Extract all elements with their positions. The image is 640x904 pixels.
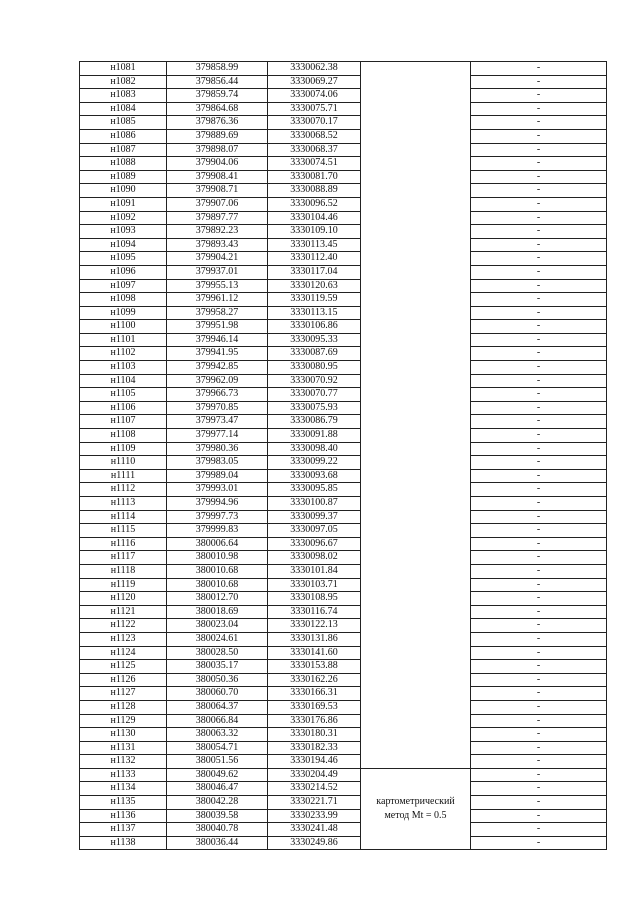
point-name-cell: н1125 bbox=[80, 660, 167, 674]
point-name-cell: н1093 bbox=[80, 225, 167, 239]
y-coordinate-cell: 3330088.89 bbox=[268, 184, 361, 198]
precision-cell: - bbox=[471, 836, 607, 850]
point-name-cell: н1098 bbox=[80, 293, 167, 307]
point-name-cell: н1123 bbox=[80, 632, 167, 646]
point-name-cell: н1095 bbox=[80, 252, 167, 266]
table-row bbox=[80, 374, 607, 388]
point-name-cell: н1102 bbox=[80, 347, 167, 361]
y-coordinate-cell: 3330087.69 bbox=[268, 347, 361, 361]
point-name-cell: н1138 bbox=[80, 836, 167, 850]
point-name-cell: н1113 bbox=[80, 497, 167, 511]
point-name-cell: н1083 bbox=[80, 89, 167, 103]
precision-cell: - bbox=[471, 75, 607, 89]
x-coordinate-cell: 379983.05 bbox=[167, 456, 268, 470]
x-coordinate-cell: 379973.47 bbox=[167, 415, 268, 429]
precision-cell: - bbox=[471, 116, 607, 130]
precision-cell: - bbox=[471, 170, 607, 184]
precision-cell: - bbox=[471, 361, 607, 375]
x-coordinate-cell: 379892.23 bbox=[167, 225, 268, 239]
precision-cell: - bbox=[471, 252, 607, 266]
table-row bbox=[80, 238, 607, 252]
point-name-cell: н1127 bbox=[80, 687, 167, 701]
table-row bbox=[80, 741, 607, 755]
x-coordinate-cell: 379908.41 bbox=[167, 170, 268, 184]
y-coordinate-cell: 3330075.93 bbox=[268, 401, 361, 415]
y-coordinate-cell: 3330204.49 bbox=[268, 768, 361, 782]
precision-cell: - bbox=[471, 456, 607, 470]
x-coordinate-cell: 379889.69 bbox=[167, 129, 268, 143]
x-coordinate-cell: 379955.13 bbox=[167, 279, 268, 293]
point-name-cell: н1108 bbox=[80, 429, 167, 443]
table-row bbox=[80, 632, 607, 646]
y-coordinate-cell: 3330106.86 bbox=[268, 320, 361, 334]
y-coordinate-cell: 3330120.63 bbox=[268, 279, 361, 293]
y-coordinate-cell: 3330116.74 bbox=[268, 605, 361, 619]
y-coordinate-cell: 3330249.86 bbox=[268, 836, 361, 850]
precision-cell: - bbox=[471, 483, 607, 497]
point-name-cell: н1121 bbox=[80, 605, 167, 619]
table-row bbox=[80, 197, 607, 211]
y-coordinate-cell: 3330074.51 bbox=[268, 157, 361, 171]
y-coordinate-cell: 3330091.88 bbox=[268, 429, 361, 443]
table-row bbox=[80, 102, 607, 116]
precision-cell: - bbox=[471, 184, 607, 198]
point-name-cell: н1094 bbox=[80, 238, 167, 252]
y-coordinate-cell: 3330162.26 bbox=[268, 673, 361, 687]
table-row bbox=[80, 836, 607, 850]
y-coordinate-cell: 3330214.52 bbox=[268, 782, 361, 796]
point-name-cell: н1081 bbox=[80, 62, 167, 76]
x-coordinate-cell: 380010.98 bbox=[167, 551, 268, 565]
y-coordinate-cell: 3330062.38 bbox=[268, 62, 361, 76]
precision-cell: - bbox=[471, 809, 607, 823]
y-coordinate-cell: 3330104.46 bbox=[268, 211, 361, 225]
method-label-line: картометрический bbox=[376, 796, 455, 808]
precision-cell: - bbox=[471, 578, 607, 592]
x-coordinate-cell: 379999.83 bbox=[167, 524, 268, 538]
table-row bbox=[80, 809, 607, 823]
table-row bbox=[80, 551, 607, 565]
point-name-cell: н1084 bbox=[80, 102, 167, 116]
precision-cell: - bbox=[471, 700, 607, 714]
method-cell bbox=[361, 768, 471, 850]
y-coordinate-cell: 3330103.71 bbox=[268, 578, 361, 592]
x-coordinate-cell: 380042.28 bbox=[167, 796, 268, 810]
y-coordinate-cell: 3330241.48 bbox=[268, 823, 361, 837]
table-row bbox=[80, 646, 607, 660]
table-row bbox=[80, 252, 607, 266]
precision-cell: - bbox=[471, 660, 607, 674]
y-coordinate-cell: 3330117.04 bbox=[268, 265, 361, 279]
point-name-cell: н1124 bbox=[80, 646, 167, 660]
x-coordinate-cell: 379966.73 bbox=[167, 388, 268, 402]
y-coordinate-cell: 3330182.33 bbox=[268, 741, 361, 755]
y-coordinate-cell: 3330180.31 bbox=[268, 728, 361, 742]
table-row bbox=[80, 469, 607, 483]
precision-cell: - bbox=[471, 823, 607, 837]
point-name-cell: н1130 bbox=[80, 728, 167, 742]
y-coordinate-cell: 3330096.67 bbox=[268, 537, 361, 551]
point-name-cell: н1090 bbox=[80, 184, 167, 198]
table-row bbox=[80, 578, 607, 592]
table-row bbox=[80, 755, 607, 769]
y-coordinate-cell: 3330070.17 bbox=[268, 116, 361, 130]
x-coordinate-cell: 379907.06 bbox=[167, 197, 268, 211]
precision-cell: - bbox=[471, 469, 607, 483]
point-name-cell: н1110 bbox=[80, 456, 167, 470]
y-coordinate-cell: 3330080.95 bbox=[268, 361, 361, 375]
point-name-cell: н1122 bbox=[80, 619, 167, 633]
coordinates-table-body bbox=[80, 62, 607, 850]
table-row bbox=[80, 497, 607, 511]
point-name-cell: н1082 bbox=[80, 75, 167, 89]
y-coordinate-cell: 3330101.84 bbox=[268, 564, 361, 578]
precision-cell: - bbox=[471, 673, 607, 687]
table-row bbox=[80, 823, 607, 837]
table-row bbox=[80, 361, 607, 375]
coordinates-table bbox=[79, 61, 607, 850]
precision-cell: - bbox=[471, 510, 607, 524]
y-coordinate-cell: 3330108.95 bbox=[268, 592, 361, 606]
table-row bbox=[80, 714, 607, 728]
y-coordinate-cell: 3330113.45 bbox=[268, 238, 361, 252]
point-name-cell: н1099 bbox=[80, 306, 167, 320]
table-row bbox=[80, 347, 607, 361]
point-name-cell: н1128 bbox=[80, 700, 167, 714]
precision-cell: - bbox=[471, 564, 607, 578]
point-name-cell: н1089 bbox=[80, 170, 167, 184]
x-coordinate-cell: 379904.06 bbox=[167, 157, 268, 171]
precision-cell: - bbox=[471, 293, 607, 307]
x-coordinate-cell: 379941.95 bbox=[167, 347, 268, 361]
y-coordinate-cell: 3330166.31 bbox=[268, 687, 361, 701]
x-coordinate-cell: 380010.68 bbox=[167, 578, 268, 592]
table-row bbox=[80, 592, 607, 606]
x-coordinate-cell: 380066.84 bbox=[167, 714, 268, 728]
x-coordinate-cell: 379858.99 bbox=[167, 62, 268, 76]
table-row bbox=[80, 728, 607, 742]
table-row bbox=[80, 401, 607, 415]
x-coordinate-cell: 380064.37 bbox=[167, 700, 268, 714]
precision-cell: - bbox=[471, 143, 607, 157]
x-coordinate-cell: 380006.64 bbox=[167, 537, 268, 551]
y-coordinate-cell: 3330169.53 bbox=[268, 700, 361, 714]
y-coordinate-cell: 3330075.71 bbox=[268, 102, 361, 116]
point-name-cell: н1104 bbox=[80, 374, 167, 388]
precision-cell: - bbox=[471, 265, 607, 279]
table-row bbox=[80, 143, 607, 157]
x-coordinate-cell: 379859.74 bbox=[167, 89, 268, 103]
x-coordinate-cell: 379962.09 bbox=[167, 374, 268, 388]
x-coordinate-cell: 380035.17 bbox=[167, 660, 268, 674]
x-coordinate-cell: 380024.61 bbox=[167, 632, 268, 646]
x-coordinate-cell: 380039.58 bbox=[167, 809, 268, 823]
precision-cell: - bbox=[471, 632, 607, 646]
table-row bbox=[80, 619, 607, 633]
y-coordinate-cell: 3330098.40 bbox=[268, 442, 361, 456]
x-coordinate-cell: 380051.56 bbox=[167, 755, 268, 769]
table-row bbox=[80, 796, 607, 810]
x-coordinate-cell: 380018.69 bbox=[167, 605, 268, 619]
precision-cell: - bbox=[471, 333, 607, 347]
y-coordinate-cell: 3330122.13 bbox=[268, 619, 361, 633]
x-coordinate-cell: 379961.12 bbox=[167, 293, 268, 307]
table-row bbox=[80, 510, 607, 524]
precision-cell: - bbox=[471, 646, 607, 660]
y-coordinate-cell: 3330119.59 bbox=[268, 293, 361, 307]
x-coordinate-cell: 379908.71 bbox=[167, 184, 268, 198]
table-row bbox=[80, 211, 607, 225]
x-coordinate-cell: 379993.01 bbox=[167, 483, 268, 497]
method-cell-empty bbox=[361, 62, 471, 769]
x-coordinate-cell: 379977.14 bbox=[167, 429, 268, 443]
y-coordinate-cell: 3330070.92 bbox=[268, 374, 361, 388]
y-coordinate-cell: 3330099.22 bbox=[268, 456, 361, 470]
precision-cell: - bbox=[471, 687, 607, 701]
point-name-cell: н1133 bbox=[80, 768, 167, 782]
x-coordinate-cell: 379876.36 bbox=[167, 116, 268, 130]
precision-cell: - bbox=[471, 306, 607, 320]
precision-cell: - bbox=[471, 796, 607, 810]
table-row bbox=[80, 442, 607, 456]
table-row bbox=[80, 415, 607, 429]
x-coordinate-cell: 380063.32 bbox=[167, 728, 268, 742]
precision-cell: - bbox=[471, 89, 607, 103]
precision-cell: - bbox=[471, 551, 607, 565]
precision-cell: - bbox=[471, 279, 607, 293]
table-row bbox=[80, 660, 607, 674]
point-name-cell: н1105 bbox=[80, 388, 167, 402]
x-coordinate-cell: 380060.70 bbox=[167, 687, 268, 701]
precision-cell: - bbox=[471, 442, 607, 456]
x-coordinate-cell: 379989.04 bbox=[167, 469, 268, 483]
point-name-cell: н1085 bbox=[80, 116, 167, 130]
table-row bbox=[80, 333, 607, 347]
point-name-cell: н1111 bbox=[80, 469, 167, 483]
point-name-cell: н1106 bbox=[80, 401, 167, 415]
point-name-cell: н1129 bbox=[80, 714, 167, 728]
x-coordinate-cell: 380010.68 bbox=[167, 564, 268, 578]
y-coordinate-cell: 3330069.27 bbox=[268, 75, 361, 89]
point-name-cell: н1088 bbox=[80, 157, 167, 171]
precision-cell: - bbox=[471, 62, 607, 76]
precision-cell: - bbox=[471, 768, 607, 782]
y-coordinate-cell: 3330070.77 bbox=[268, 388, 361, 402]
y-coordinate-cell: 3330113.15 bbox=[268, 306, 361, 320]
precision-cell: - bbox=[471, 374, 607, 388]
table-row bbox=[80, 564, 607, 578]
table-row bbox=[80, 429, 607, 443]
precision-cell: - bbox=[471, 605, 607, 619]
x-coordinate-cell: 379864.68 bbox=[167, 102, 268, 116]
point-name-cell: н1119 bbox=[80, 578, 167, 592]
precision-cell: - bbox=[471, 401, 607, 415]
point-name-cell: н1136 bbox=[80, 809, 167, 823]
point-name-cell: н1101 bbox=[80, 333, 167, 347]
point-name-cell: н1103 bbox=[80, 361, 167, 375]
x-coordinate-cell: 379904.21 bbox=[167, 252, 268, 266]
table-row bbox=[80, 89, 607, 103]
x-coordinate-cell: 379897.77 bbox=[167, 211, 268, 225]
y-coordinate-cell: 3330068.52 bbox=[268, 129, 361, 143]
y-coordinate-cell: 3330095.33 bbox=[268, 333, 361, 347]
precision-cell: - bbox=[471, 102, 607, 116]
table-row bbox=[80, 116, 607, 130]
table-row bbox=[80, 483, 607, 497]
precision-cell: - bbox=[471, 524, 607, 538]
table-row bbox=[80, 170, 607, 184]
x-coordinate-cell: 379997.73 bbox=[167, 510, 268, 524]
point-name-cell: н1132 bbox=[80, 755, 167, 769]
precision-cell: - bbox=[471, 537, 607, 551]
x-coordinate-cell: 380040.78 bbox=[167, 823, 268, 837]
table-row bbox=[80, 279, 607, 293]
method-label-line: метод Mt = 0.5 bbox=[384, 810, 447, 822]
table-row bbox=[80, 768, 607, 782]
table-row bbox=[80, 293, 607, 307]
table-row bbox=[80, 456, 607, 470]
x-coordinate-cell: 379937.01 bbox=[167, 265, 268, 279]
point-name-cell: н1091 bbox=[80, 197, 167, 211]
point-name-cell: н1126 bbox=[80, 673, 167, 687]
y-coordinate-cell: 3330176.86 bbox=[268, 714, 361, 728]
x-coordinate-cell: 379856.44 bbox=[167, 75, 268, 89]
table-row bbox=[80, 605, 607, 619]
y-coordinate-cell: 3330068.37 bbox=[268, 143, 361, 157]
x-coordinate-cell: 379958.27 bbox=[167, 306, 268, 320]
table-row bbox=[80, 184, 607, 198]
point-name-cell: н1135 bbox=[80, 796, 167, 810]
precision-cell: - bbox=[471, 429, 607, 443]
table-row bbox=[80, 129, 607, 143]
table-row bbox=[80, 687, 607, 701]
x-coordinate-cell: 379942.85 bbox=[167, 361, 268, 375]
y-coordinate-cell: 3330093.68 bbox=[268, 469, 361, 483]
x-coordinate-cell: 380050.36 bbox=[167, 673, 268, 687]
y-coordinate-cell: 3330221.71 bbox=[268, 796, 361, 810]
table-row bbox=[80, 62, 607, 76]
point-name-cell: н1087 bbox=[80, 143, 167, 157]
y-coordinate-cell: 3330141.60 bbox=[268, 646, 361, 660]
table-row bbox=[80, 306, 607, 320]
precision-cell: - bbox=[471, 728, 607, 742]
x-coordinate-cell: 379898.07 bbox=[167, 143, 268, 157]
point-name-cell: н1137 bbox=[80, 823, 167, 837]
precision-cell: - bbox=[471, 157, 607, 171]
y-coordinate-cell: 3330194.46 bbox=[268, 755, 361, 769]
point-name-cell: н1100 bbox=[80, 320, 167, 334]
y-coordinate-cell: 3330112.40 bbox=[268, 252, 361, 266]
precision-cell: - bbox=[471, 129, 607, 143]
y-coordinate-cell: 3330096.52 bbox=[268, 197, 361, 211]
y-coordinate-cell: 3330109.10 bbox=[268, 225, 361, 239]
precision-cell: - bbox=[471, 320, 607, 334]
precision-cell: - bbox=[471, 755, 607, 769]
precision-cell: - bbox=[471, 197, 607, 211]
table-row bbox=[80, 265, 607, 279]
x-coordinate-cell: 380054.71 bbox=[167, 741, 268, 755]
x-coordinate-cell: 379994.96 bbox=[167, 497, 268, 511]
table-row bbox=[80, 524, 607, 538]
y-coordinate-cell: 3330153.88 bbox=[268, 660, 361, 674]
table-row bbox=[80, 157, 607, 171]
precision-cell: - bbox=[471, 225, 607, 239]
point-name-cell: н1114 bbox=[80, 510, 167, 524]
point-name-cell: н1097 bbox=[80, 279, 167, 293]
y-coordinate-cell: 3330074.06 bbox=[268, 89, 361, 103]
table-row bbox=[80, 225, 607, 239]
precision-cell: - bbox=[471, 211, 607, 225]
table-row bbox=[80, 537, 607, 551]
point-name-cell: н1117 bbox=[80, 551, 167, 565]
table-row bbox=[80, 700, 607, 714]
x-coordinate-cell: 379970.85 bbox=[167, 401, 268, 415]
table-row bbox=[80, 320, 607, 334]
x-coordinate-cell: 380049.62 bbox=[167, 768, 268, 782]
precision-cell: - bbox=[471, 415, 607, 429]
precision-cell: - bbox=[471, 619, 607, 633]
x-coordinate-cell: 380036.44 bbox=[167, 836, 268, 850]
point-name-cell: н1120 bbox=[80, 592, 167, 606]
precision-cell: - bbox=[471, 497, 607, 511]
point-name-cell: н1118 bbox=[80, 564, 167, 578]
table-row bbox=[80, 388, 607, 402]
table-row bbox=[80, 673, 607, 687]
precision-cell: - bbox=[471, 741, 607, 755]
point-name-cell: н1131 bbox=[80, 741, 167, 755]
point-name-cell: н1112 bbox=[80, 483, 167, 497]
x-coordinate-cell: 379893.43 bbox=[167, 238, 268, 252]
y-coordinate-cell: 3330233.99 bbox=[268, 809, 361, 823]
point-name-cell: н1086 bbox=[80, 129, 167, 143]
precision-cell: - bbox=[471, 592, 607, 606]
point-name-cell: н1096 bbox=[80, 265, 167, 279]
y-coordinate-cell: 3330098.02 bbox=[268, 551, 361, 565]
point-name-cell: н1107 bbox=[80, 415, 167, 429]
x-coordinate-cell: 380046.47 bbox=[167, 782, 268, 796]
precision-cell: - bbox=[471, 388, 607, 402]
y-coordinate-cell: 3330097.05 bbox=[268, 524, 361, 538]
precision-cell: - bbox=[471, 347, 607, 361]
precision-cell: - bbox=[471, 782, 607, 796]
point-name-cell: н1109 bbox=[80, 442, 167, 456]
point-name-cell: н1092 bbox=[80, 211, 167, 225]
x-coordinate-cell: 379980.36 bbox=[167, 442, 268, 456]
y-coordinate-cell: 3330095.85 bbox=[268, 483, 361, 497]
y-coordinate-cell: 3330131.86 bbox=[268, 632, 361, 646]
y-coordinate-cell: 3330086.79 bbox=[268, 415, 361, 429]
x-coordinate-cell: 379951.98 bbox=[167, 320, 268, 334]
y-coordinate-cell: 3330081.70 bbox=[268, 170, 361, 184]
x-coordinate-cell: 380012.70 bbox=[167, 592, 268, 606]
x-coordinate-cell: 380023.04 bbox=[167, 619, 268, 633]
point-name-cell: н1116 bbox=[80, 537, 167, 551]
precision-cell: - bbox=[471, 238, 607, 252]
point-name-cell: н1115 bbox=[80, 524, 167, 538]
y-coordinate-cell: 3330099.37 bbox=[268, 510, 361, 524]
table-row bbox=[80, 75, 607, 89]
table-row bbox=[80, 782, 607, 796]
precision-cell: - bbox=[471, 714, 607, 728]
point-name-cell: н1134 bbox=[80, 782, 167, 796]
y-coordinate-cell: 3330100.87 bbox=[268, 497, 361, 511]
x-coordinate-cell: 379946.14 bbox=[167, 333, 268, 347]
x-coordinate-cell: 380028.50 bbox=[167, 646, 268, 660]
